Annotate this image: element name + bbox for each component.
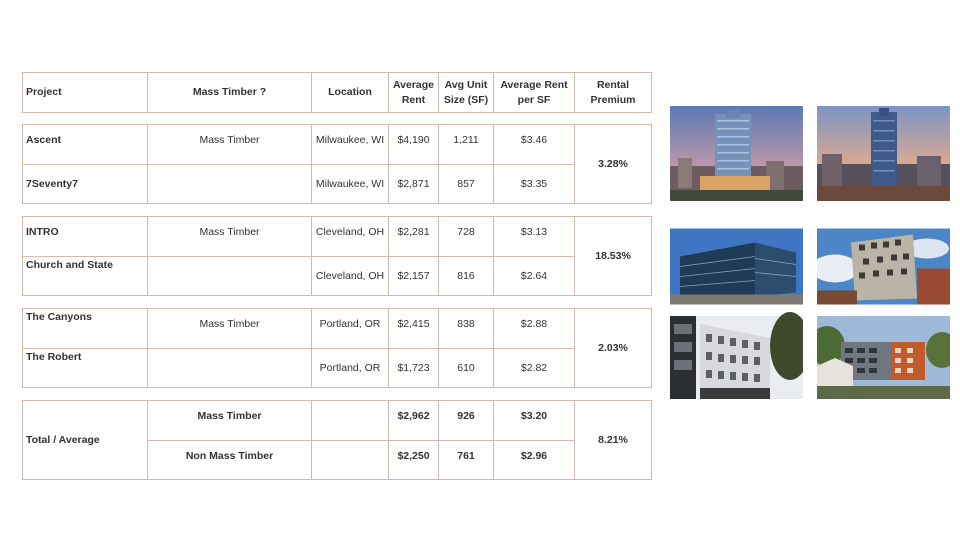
unit-size-cell: 728 xyxy=(439,217,494,257)
photo-the-canyons-building xyxy=(670,310,803,405)
table-header xyxy=(22,72,652,113)
location-cell xyxy=(312,441,389,480)
rent-per-sf-cell: $3.35 xyxy=(494,165,575,204)
rent-per-sf-cell: $2.96 xyxy=(494,441,575,480)
unit-size-cell: 857 xyxy=(439,165,494,204)
table-row xyxy=(23,165,652,204)
rent-cell: $4,190 xyxy=(389,125,439,165)
group-cleveland xyxy=(22,216,652,296)
location-cell: Milwaukee, WI xyxy=(312,125,389,165)
project-name: Church and State xyxy=(23,257,148,296)
unit-size-cell: 926 xyxy=(439,401,494,441)
unit-size-cell: 816 xyxy=(439,257,494,296)
rental-premium-cell: 3.28% xyxy=(575,125,652,204)
mass-timber-cell: Mass Timber xyxy=(148,401,312,441)
header-avg-unit-size: Avg Unit Size (SF) xyxy=(439,73,494,113)
header-rental-premium: Rental Premium xyxy=(575,73,652,113)
mass-timber-cell: Mass Timber xyxy=(148,217,312,257)
location-cell: Cleveland, OH xyxy=(312,257,389,296)
project-name: The Robert xyxy=(23,349,148,388)
project-name: The Canyons xyxy=(23,309,148,349)
photo-ascent-tower-sunset xyxy=(817,106,950,201)
mass-timber-cell: Mass Timber xyxy=(148,309,312,349)
mass-timber-cell: Mass Timber xyxy=(148,125,312,165)
photo-intro-glass-building xyxy=(670,219,803,314)
project-name: INTRO xyxy=(23,217,148,257)
rent-cell: $2,962 xyxy=(389,401,439,441)
location-cell xyxy=(312,401,389,441)
location-cell: Portland, OR xyxy=(312,309,389,349)
rent-per-sf-cell: $2.82 xyxy=(494,349,575,388)
rental-premium-cell: 8.21% xyxy=(575,401,652,480)
total-average-label: Total / Average xyxy=(23,401,148,480)
rent-cell: $2,157 xyxy=(389,257,439,296)
rent-per-sf-cell: $3.46 xyxy=(494,125,575,165)
header-mass-timber: Mass Timber ? xyxy=(148,73,312,113)
mass-timber-cell xyxy=(148,349,312,388)
unit-size-cell: 838 xyxy=(439,309,494,349)
project-name: 7Seventy7 xyxy=(23,165,148,204)
table-row xyxy=(23,125,652,165)
mass-timber-cell xyxy=(148,165,312,204)
table-row xyxy=(23,217,652,257)
rental-premium-cell: 2.03% xyxy=(575,309,652,388)
header-location: Location xyxy=(312,73,389,113)
rent-cell: $2,281 xyxy=(389,217,439,257)
mass-timber-cell xyxy=(148,257,312,296)
photo-ascent-tower-dusk xyxy=(670,106,803,201)
header-average-rent: Average Rent xyxy=(389,73,439,113)
header-average-rent-per-sf: Average Rent per SF xyxy=(494,73,575,113)
rent-per-sf-cell: $3.20 xyxy=(494,401,575,441)
rental-premium-cell: 18.53% xyxy=(575,217,652,296)
project-name: Ascent xyxy=(23,125,148,165)
rent-per-sf-cell: $2.64 xyxy=(494,257,575,296)
rent-cell: $2,250 xyxy=(389,441,439,480)
group-total xyxy=(22,400,652,480)
table-row xyxy=(23,401,652,441)
rent-cell: $1,723 xyxy=(389,349,439,388)
location-cell: Portland, OR xyxy=(312,349,389,388)
unit-size-cell: 761 xyxy=(439,441,494,480)
rent-cell: $2,871 xyxy=(389,165,439,204)
header-project: Project xyxy=(23,73,148,113)
group-milwaukee xyxy=(22,124,652,204)
unit-size-cell: 610 xyxy=(439,349,494,388)
rent-per-sf-cell: $3.13 xyxy=(494,217,575,257)
group-portland xyxy=(22,308,652,388)
mass-timber-cell: Non Mass Timber xyxy=(148,441,312,480)
photo-the-robert-building xyxy=(817,310,950,405)
rent-cell: $2,415 xyxy=(389,309,439,349)
table-row xyxy=(23,257,652,296)
location-cell: Milwaukee, WI xyxy=(312,165,389,204)
table-row xyxy=(23,309,652,349)
rent-per-sf-cell: $2.88 xyxy=(494,309,575,349)
photo-church-and-state-building xyxy=(817,219,950,314)
table-row xyxy=(23,349,652,388)
unit-size-cell: 1,211 xyxy=(439,125,494,165)
location-cell: Cleveland, OH xyxy=(312,217,389,257)
